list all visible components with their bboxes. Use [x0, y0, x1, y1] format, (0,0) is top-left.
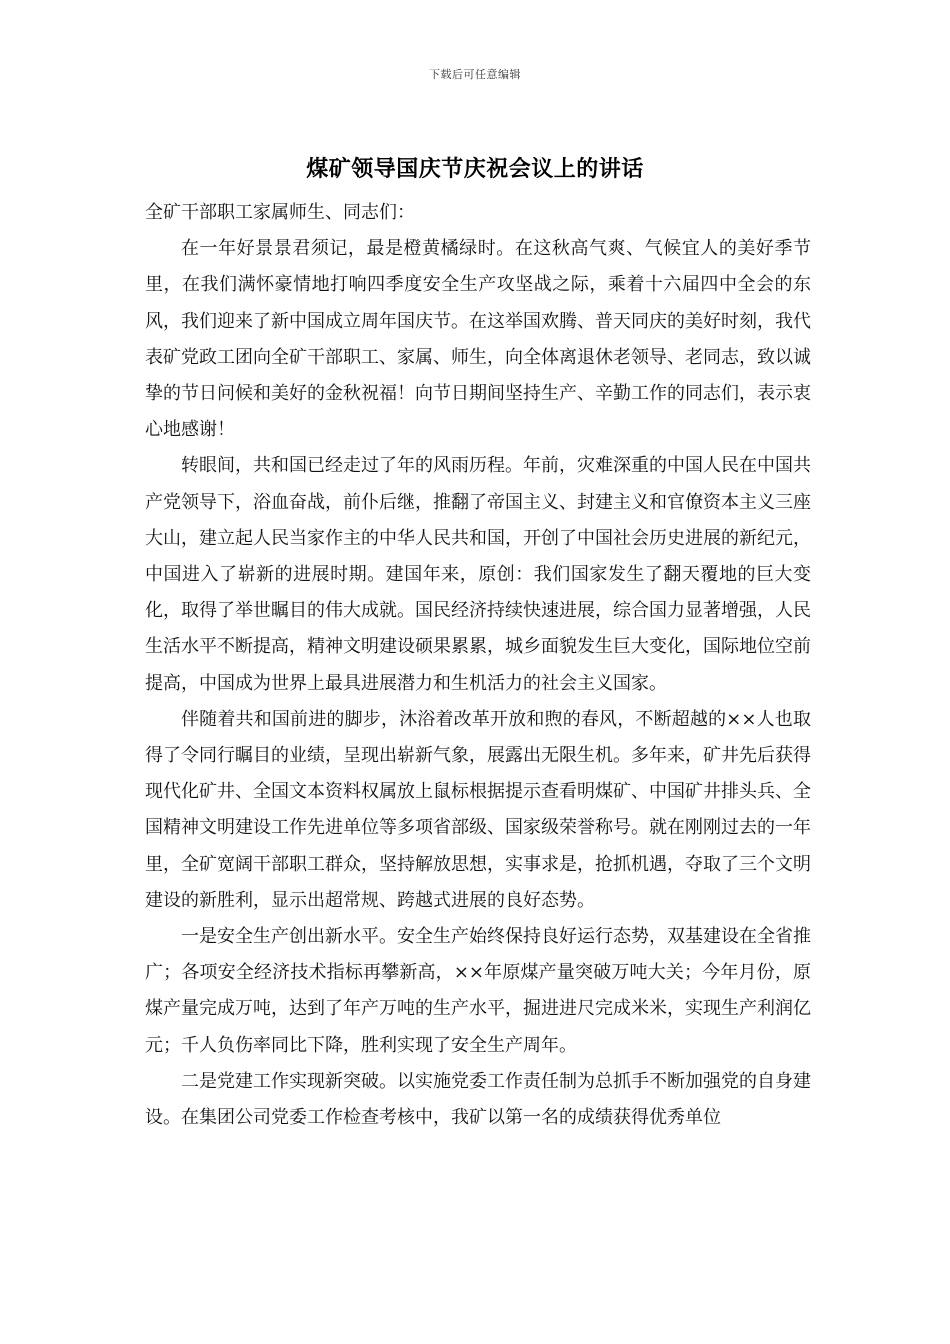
document-body [145, 195, 811, 1136]
paragraph-1: 在一年好景景君须记，最是橙黄橘绿时。在这秋高气爽、气候宜人的美好季节里，在我们满怀豪情地打响四季度安全生产攻坚战之际，乘着十六届四中全会的东风，我们迎来了新中国成立周年国庆节。在这举国欢腾、普天同庆的美好时刻，我代表矿党政工团向全矿干部职工、家属、师生，向全体离退休老领导、老同志，致以诚挚的节日问候和美好的金秋祝福！向节日期间坚持生产、辛勤工作的同志们，表示衷心地感谢！ [145, 238, 811, 441]
document-title: 煤矿领导国庆节庆祝会议上的讲话 [306, 156, 644, 182]
salutation: 全矿干部职工家属师生、同志们： [145, 202, 415, 223]
paragraph-5: 二是党建工作实现新突破。以实施党委工作责任制为总抓手不断加强党的自身建设。在集团公司党委工作检查考核中，我矿以第一名的成绩获得优秀单位 [145, 1070, 811, 1129]
paragraph-2: 转眼间，共和国已经走过了年的风雨历程。年前，灾难深重的中国人民在中国共产党领导下，浴血奋战，前仆后继，推翻了帝国主义、封建主义和官僚资本主义三座大山，建立起人民当家作主的中华人民共和国，开创了中国社会历史进展的新纪元，中国进入了崭新的进展时期。建国年来，原创：我们国家发生了翻天覆地的巨大变化，取得了举世瞩目的伟大成就。国民经济持续快速进展，综合国力显著增强，人民生活水平不断提高，精神文明建设硕果累累，城乡面貌发生巨大变化，国际地位空前提高，中国成为世界上最具进展潜力和生机活力的社会主义国家。 [145, 455, 811, 694]
paragraph-4: 一是安全生产创出新水平。安全生产始终保持良好运行态势，双基建设在全省推广；各项安全经济技术指标再攀新高，××年原煤产量突破万吨大关；今年月份，原煤产量完成万吨，达到了年产万吨的生产水平，掘进进尺完成米米，实现生产利润亿元；千人负伤率同比下降，胜利实现了安全生产周年。 [145, 926, 811, 1056]
paragraph-3: 伴随着共和国前进的脚步，沐浴着改革开放和煦的春风，不断超越的××人也取得了令同行瞩目的业绩，呈现出崭新气象，展露出无限生机。多年来，矿井先后获得现代化矿井、全国文本资料权属放上鼠标根据提示查看明煤矿、中国矿井排头兵、全国精神文明建设工作先进单位等多项省部级、国家级荣誉称号。就在刚刚过去的一年里，全矿宽阔干部职工群众，坚持解放思想，实事求是，抢抓机遇，夺取了三个文明建设的新胜利，显示出超常规、跨越式进展的良好态势。 [145, 708, 811, 911]
header-note: 下载后可任意编辑 [429, 68, 521, 81]
